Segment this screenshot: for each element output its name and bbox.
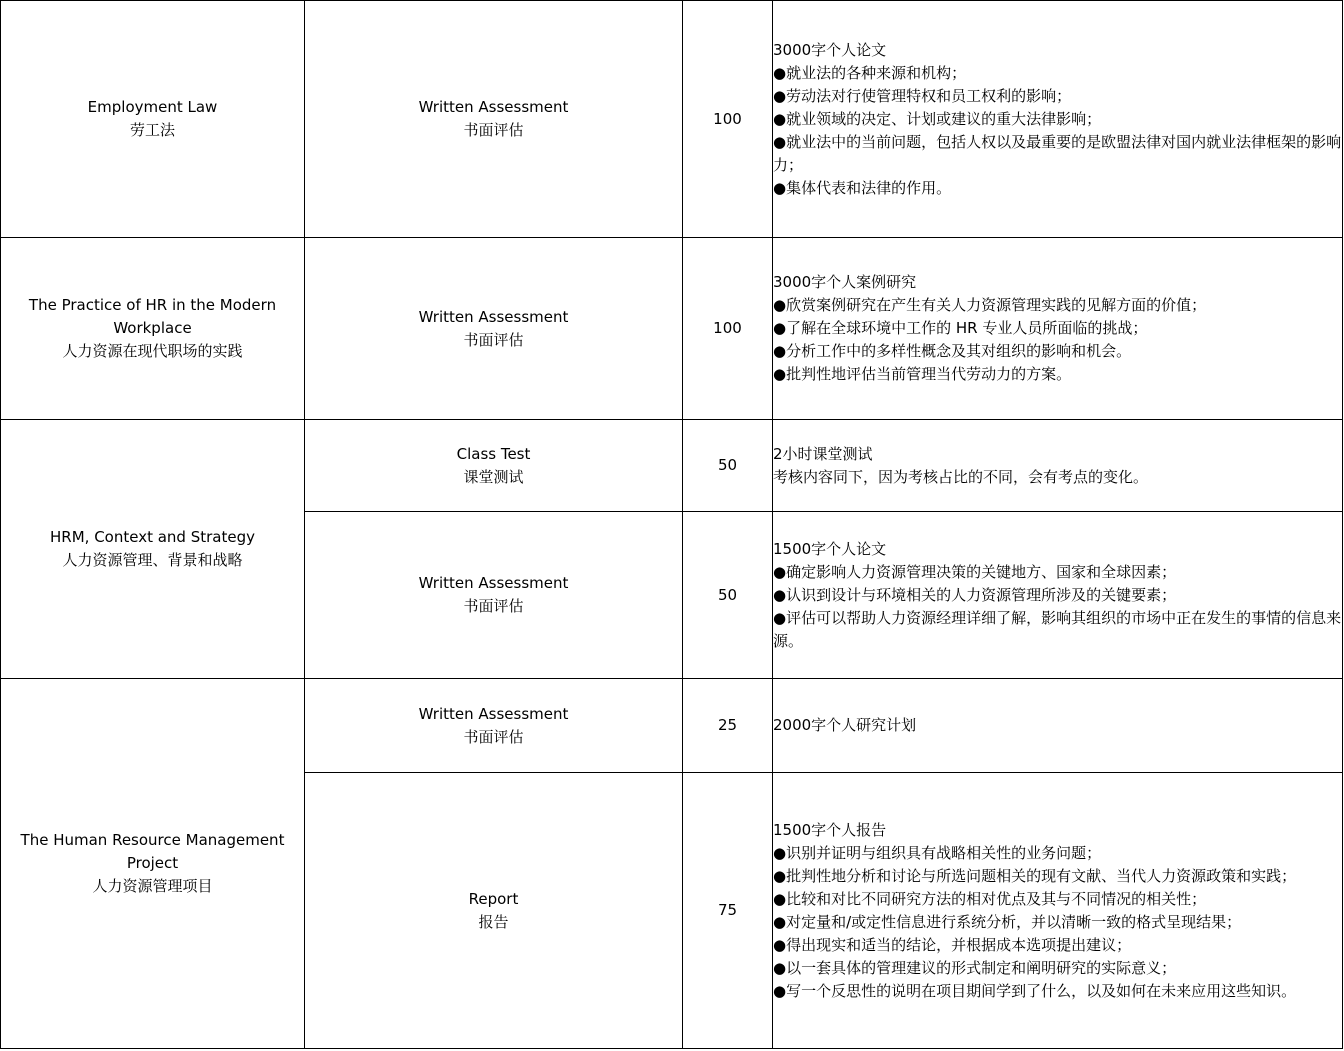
module-cell bbox=[1, 420, 305, 679]
weight-cell bbox=[683, 512, 773, 679]
module-name-en: Employment Law bbox=[87, 98, 218, 116]
method-name-en: Written Assessment bbox=[418, 704, 569, 723]
module-name-cn: 人力资源管理项目 bbox=[92, 877, 213, 895]
detail-text: 3000字个人论文 ●就业法的各种来源和机构； ●劳动法对行使管理特权和员工权利的影响； ●就业领域的决定、计划或建议的重大法律影响； ●就业法中的当前问题，包括人权以及最重要的是欧盟法律对国内就业法律框架的影响力； ●集体代表和法律的作用。 bbox=[773, 40, 1342, 197]
detail-text: 2小时课堂测试 考核内容同下，因为考核占比的不同，会有考点的变化。 bbox=[773, 444, 1149, 486]
method-name-cn: 报告 bbox=[478, 912, 509, 931]
weight-value: 100 bbox=[713, 319, 742, 337]
weight-cell bbox=[683, 238, 773, 420]
method-cell bbox=[305, 1, 683, 238]
detail-cell bbox=[773, 420, 1343, 512]
method-cell bbox=[305, 512, 683, 679]
method-name-cn: 书面评估 bbox=[463, 727, 524, 746]
method-cell bbox=[305, 420, 683, 512]
table-row bbox=[1, 238, 1343, 420]
weight-value: 75 bbox=[717, 901, 738, 919]
method-name-cn: 书面评估 bbox=[463, 330, 524, 349]
module-name-en: HRM, Context and Strategy bbox=[50, 528, 255, 546]
weight-value: 100 bbox=[713, 109, 742, 128]
detail-cell bbox=[773, 773, 1343, 1049]
table-row bbox=[1, 420, 1343, 512]
method-cell bbox=[305, 679, 683, 773]
method-cell bbox=[305, 238, 683, 420]
table-row bbox=[1, 679, 1343, 773]
module-cell bbox=[1, 1, 305, 238]
method-name-en: Written Assessment bbox=[418, 574, 569, 592]
method-cell bbox=[305, 773, 683, 1049]
weight-cell bbox=[683, 420, 773, 512]
weight-value: 50 bbox=[717, 585, 738, 604]
module-name-en: The Human Resource Management Project bbox=[20, 831, 285, 872]
module-name-cn: 人力资源管理、背景和战略 bbox=[62, 551, 243, 569]
weight-value: 25 bbox=[717, 716, 738, 734]
method-name-cn: 书面评估 bbox=[463, 121, 524, 139]
weight-cell bbox=[683, 679, 773, 773]
detail-text: 1500字个人报告 ●识别并证明与组织具有战略相关性的业务问题； ●批判性地分析和讨论与所选问题相关的现有文献、当代人力资源政策和实践； ●比较和对比不同研究方法的相对优点及其与不同情况的相关性； ●对定量和/或定性信息进行系统分析，并以清晰一致的格式呈现结果； ●得出现实和适当的结论，并根据成本选项提出建议； ●以一套具体的管理建议的形式制定和阐明研究的实际意义； ●写一个反思性的说明在项目期间学到了什么，以及如何在未来应用这些知识。 bbox=[773, 820, 1297, 1000]
weight-value: 50 bbox=[717, 456, 738, 474]
detail-cell bbox=[773, 238, 1343, 420]
method-name-en: Written Assessment bbox=[418, 98, 569, 116]
table-row bbox=[1, 1, 1343, 238]
detail-text: 1500字个人论文 ●确定影响人力资源管理决策的关键地方、国家和全球因素； ●认识到设计与环境相关的人力资源管理所涉及的关键要素； ●评估可以帮助人力资源经理详细了解，影响其组织的市场中正在发生的事情的信息来源。 bbox=[773, 539, 1342, 650]
detail-cell bbox=[773, 1, 1343, 238]
method-name-en: Written Assessment bbox=[418, 307, 569, 326]
module-name-cn: 劳工法 bbox=[129, 121, 175, 139]
module-name-cn: 人力资源在现代职场的实践 bbox=[62, 342, 243, 360]
module-cell bbox=[1, 238, 305, 420]
detail-text: 2000字个人研究计划 bbox=[773, 716, 917, 734]
method-name-cn: 书面评估 bbox=[463, 597, 524, 615]
module-cell bbox=[1, 679, 305, 1049]
module-name-en: The Practice of HR in the Modern Workplace bbox=[28, 296, 277, 337]
method-name-en: Class Test bbox=[456, 444, 531, 463]
method-name-en: Report bbox=[468, 889, 519, 908]
weight-cell bbox=[683, 1, 773, 238]
detail-text: 3000字个人案例研究 ●欣赏案例研究在产生有关人力资源管理实践的见解方面的价值； ●了解在全球环境中工作的 HR 专业人员所面临的挑战； ●分析工作中的多样性概念及其对组织的影响和机会。 ●批判性地评估当前管理当代劳动力的方案。 bbox=[773, 273, 1207, 383]
weight-cell bbox=[683, 773, 773, 1049]
detail-cell bbox=[773, 512, 1343, 679]
detail-cell bbox=[773, 679, 1343, 773]
method-name-cn: 课堂测试 bbox=[463, 467, 524, 486]
